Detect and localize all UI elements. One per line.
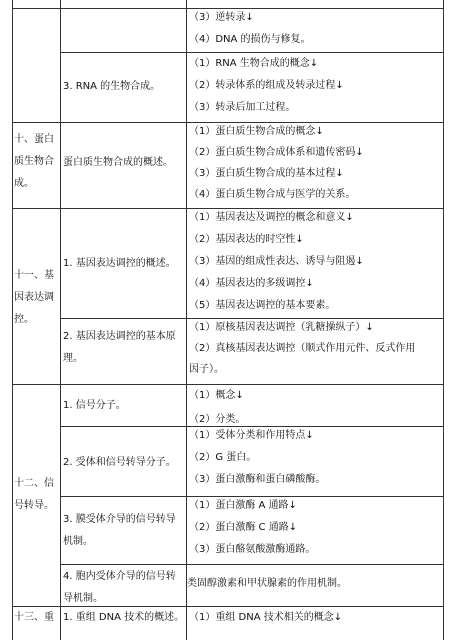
item-text: （4）基因表达的多级调控↓ xyxy=(189,278,314,289)
table-rule xyxy=(60,52,444,53)
item-text: （2）分类。 xyxy=(189,414,246,425)
topic-label: 3. RNA 的生物合成。 xyxy=(63,81,161,92)
item-text: 因子）。 xyxy=(189,364,224,375)
table-rule xyxy=(60,564,444,565)
item-text: （1）RNA 生物合成的概念↓ xyxy=(189,58,319,69)
topic-label: 3. 膜受体介导的信号转导 xyxy=(63,514,176,525)
topic-label: 2. 基因表达调控的基本原 xyxy=(63,331,176,342)
table-rule xyxy=(12,606,444,607)
item-text: （1）概念↓ xyxy=(189,390,244,401)
item-text: （2）G 蛋白。 xyxy=(189,452,257,463)
item-text: 类固醇激素和甲状腺素的作用机制。 xyxy=(187,578,347,589)
table-rule xyxy=(12,8,444,9)
item-text: （2）蛋白激酶 C 通路↓ xyxy=(189,522,298,533)
item-text: （1）受体分类和作用特点↓ xyxy=(189,430,314,441)
item-text: （4）蛋白质生物合成与医学的关系。 xyxy=(189,189,356,200)
topic-label: 蛋白质生物合成的概述。 xyxy=(63,157,173,168)
item-text: （1）重组 DNA 技术相关的概念↓ xyxy=(189,612,343,623)
chapter-heading: 十、蛋白 xyxy=(14,134,54,145)
topic-label: 2. 受体和信号转导分子。 xyxy=(63,457,176,468)
item-text: （3）逆转录↓ xyxy=(189,12,254,23)
table-rule xyxy=(443,0,444,640)
chapter-heading: 号转导。 xyxy=(14,500,54,511)
topic-label: 4. 胞内受体介导的信号转 xyxy=(63,571,176,582)
chapter-heading: 十一、基 xyxy=(14,270,54,281)
topic-label: 理。 xyxy=(63,353,83,364)
topic-label: 1. 信号分子。 xyxy=(63,400,126,411)
table-rule xyxy=(186,0,187,640)
table-rule xyxy=(60,426,444,427)
chapter-heading: 十二、信 xyxy=(14,478,54,489)
item-text: （1）基因表达及调控的概念和意义↓ xyxy=(189,212,354,223)
item-text: （1）蛋白质生物合成的概念↓ xyxy=(189,126,324,137)
table-rule xyxy=(12,384,444,385)
item-text: （2）转录体系的组成及转录过程↓ xyxy=(189,80,344,91)
chapter-heading: 质生物合 xyxy=(14,156,54,167)
item-text: （1）蛋白激酶 A 通路↓ xyxy=(189,500,297,511)
table-rule xyxy=(12,122,444,123)
topic-label: 1. 基因表达调控的概述。 xyxy=(63,258,176,269)
chapter-heading: 十三、重 xyxy=(14,612,54,623)
item-text: （2）基因表达的时空性↓ xyxy=(189,234,304,245)
topic-label: 导机制。 xyxy=(63,593,103,604)
item-text: （3）基因的组成性表达、诱导与阻遏↓ xyxy=(189,256,364,267)
item-text: （3）蛋白质生物合成的基本过程↓ xyxy=(189,168,344,179)
chapter-heading: 因表达调 xyxy=(14,292,54,303)
table-rule xyxy=(12,208,444,209)
table-rule xyxy=(60,496,444,497)
chapter-heading: 控。 xyxy=(14,314,34,325)
table-rule xyxy=(60,0,61,640)
item-text: （2）真核基因表达调控（顺式作用元件、反式作用 xyxy=(189,343,416,354)
topic-label: 机制。 xyxy=(63,536,93,547)
item-text: （3）蛋白激酶和蛋白磷酸酶。 xyxy=(189,474,326,485)
chapter-heading: 成。 xyxy=(14,178,34,189)
item-text: （1）原核基因表达调控（乳糖操纵子）↓ xyxy=(189,322,374,333)
topic-label: 1. 重组 DNA 技术的概述。 xyxy=(63,612,185,623)
item-text: （4）DNA 的损伤与修复。 xyxy=(189,34,311,45)
item-text: （5）基因表达调控的基本要素。 xyxy=(189,300,336,311)
item-text: （3）转录后加工过程。 xyxy=(189,102,296,113)
table-rule xyxy=(12,0,13,640)
item-text: （2）蛋白质生物合成体系和遗传密码↓ xyxy=(189,147,364,158)
table-rule xyxy=(60,318,444,319)
item-text: （3）蛋白酪氨酸激酶通路。 xyxy=(189,544,316,555)
